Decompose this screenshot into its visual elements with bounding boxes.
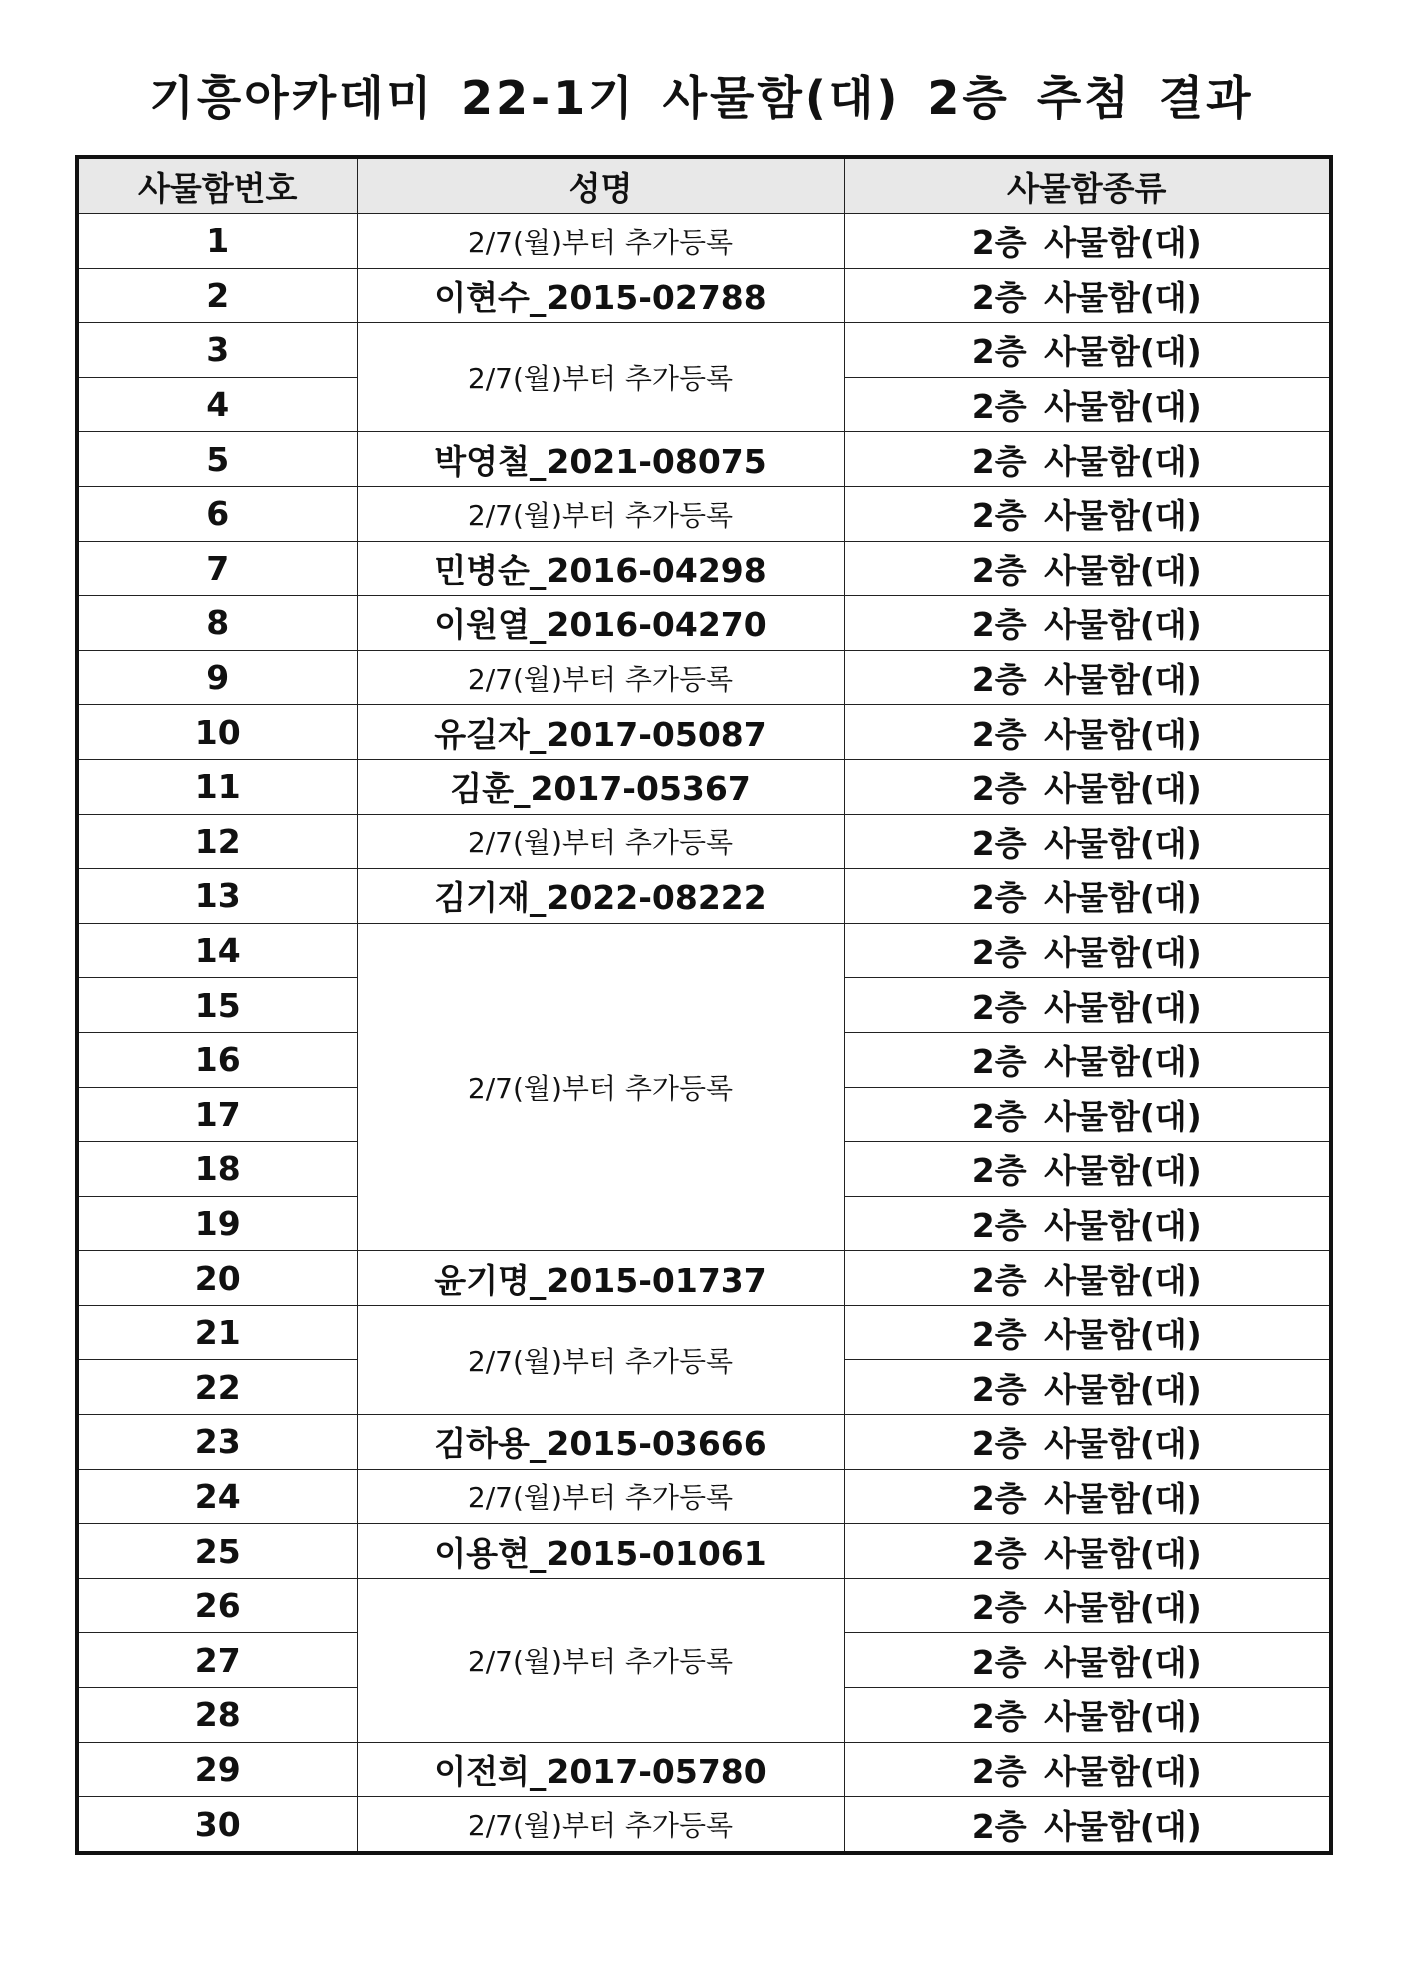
locker-type-cell: 2층 사물함(대) [844,1469,1331,1524]
table-row [77,1578,1331,1633]
locker-type-cell: 2층 사물함(대) [844,214,1331,269]
locker-assignment-table [75,155,1333,1855]
locker-type-cell: 2층 사물함(대) [844,1797,1331,1853]
additional-registration-note: 2/7(월)부터 추가등록 [357,1797,844,1853]
locker-number-cell: 7 [77,541,357,596]
table-row [77,1524,1331,1579]
locker-number-cell: 4 [77,377,357,432]
additional-registration-note: 2/7(월)부터 추가등록 [357,1469,844,1524]
additional-registration-note: 2/7(월)부터 추가등록 [357,650,844,705]
locker-number-cell: 14 [77,923,357,978]
locker-type-cell: 2층 사물함(대) [844,1360,1331,1415]
table-row [77,596,1331,651]
table-row [77,1797,1331,1853]
header-name: 성명 [357,157,844,214]
additional-registration-note: 2/7(월)부터 추가등록 [357,323,844,432]
assignee-name-cell: 김하용_2015-03666 [357,1415,844,1470]
locker-type-cell: 2층 사물함(대) [844,1633,1331,1688]
table-row [77,1305,1331,1360]
locker-number-cell: 8 [77,596,357,651]
locker-number-cell: 17 [77,1087,357,1142]
locker-number-cell: 2 [77,268,357,323]
additional-registration-note: 2/7(월)부터 추가등록 [357,923,844,1251]
table-row [77,323,1331,378]
locker-type-cell: 2층 사물함(대) [844,432,1331,487]
assignee-name-cell: 민병순_2016-04298 [357,541,844,596]
table-row [77,432,1331,487]
table-row [77,705,1331,760]
locker-type-cell: 2층 사물함(대) [844,377,1331,432]
locker-type-cell: 2층 사물함(대) [844,268,1331,323]
table-row [77,1469,1331,1524]
table-row [77,214,1331,269]
locker-type-cell: 2층 사물함(대) [844,978,1331,1033]
assignee-name-cell: 이원열_2016-04270 [357,596,844,651]
locker-type-cell: 2층 사물함(대) [844,1524,1331,1579]
locker-number-cell: 6 [77,486,357,541]
locker-number-cell: 9 [77,650,357,705]
locker-type-cell: 2층 사물함(대) [844,759,1331,814]
locker-number-cell: 20 [77,1251,357,1306]
locker-type-cell: 2층 사물함(대) [844,869,1331,924]
assignee-name-cell: 이전희_2017-05780 [357,1742,844,1797]
locker-number-cell: 27 [77,1633,357,1688]
locker-number-cell: 13 [77,869,357,924]
table-row [77,759,1331,814]
locker-number-cell: 12 [77,814,357,869]
locker-number-cell: 30 [77,1797,357,1853]
assignee-name-cell: 이현수_2015-02788 [357,268,844,323]
table-header-row [77,157,1331,214]
additional-registration-note: 2/7(월)부터 추가등록 [357,486,844,541]
locker-number-cell: 1 [77,214,357,269]
locker-type-cell: 2층 사물함(대) [844,1087,1331,1142]
table-row [77,869,1331,924]
table-row [77,1251,1331,1306]
locker-type-cell: 2층 사물함(대) [844,1251,1331,1306]
locker-number-cell: 26 [77,1578,357,1633]
table-body [77,214,1331,1853]
table-row [77,650,1331,705]
locker-number-cell: 16 [77,1032,357,1087]
locker-number-cell: 19 [77,1196,357,1251]
locker-number-cell: 24 [77,1469,357,1524]
locker-type-cell: 2층 사물함(대) [844,323,1331,378]
assignee-name-cell: 김훈_2017-05367 [357,759,844,814]
header-locker-number: 사물함번호 [77,157,357,214]
locker-type-cell: 2층 사물함(대) [844,1142,1331,1197]
locker-type-cell: 2층 사물함(대) [844,650,1331,705]
locker-number-cell: 15 [77,978,357,1033]
additional-registration-note: 2/7(월)부터 추가등록 [357,1578,844,1742]
locker-number-cell: 5 [77,432,357,487]
locker-number-cell: 25 [77,1524,357,1579]
locker-number-cell: 23 [77,1415,357,1470]
locker-type-cell: 2층 사물함(대) [844,1032,1331,1087]
locker-number-cell: 11 [77,759,357,814]
table-row [77,541,1331,596]
locker-type-cell: 2층 사물함(대) [844,1578,1331,1633]
locker-number-cell: 10 [77,705,357,760]
table-row [77,814,1331,869]
table-row [77,486,1331,541]
table-row [77,923,1331,978]
locker-number-cell: 18 [77,1142,357,1197]
locker-type-cell: 2층 사물함(대) [844,541,1331,596]
locker-type-cell: 2층 사물함(대) [844,1196,1331,1251]
locker-type-cell: 2층 사물함(대) [844,486,1331,541]
additional-registration-note: 2/7(월)부터 추가등록 [357,814,844,869]
table-row [77,268,1331,323]
locker-number-cell: 21 [77,1305,357,1360]
assignee-name-cell: 윤기명_2015-01737 [357,1251,844,1306]
page-title: 기흥아카데미 22-1기 사물함(대) 2층 추첨 결과 [149,71,1254,125]
locker-number-cell: 3 [77,323,357,378]
assignee-name-cell: 이용현_2015-01061 [357,1524,844,1579]
additional-registration-note: 2/7(월)부터 추가등록 [357,214,844,269]
additional-registration-note: 2/7(월)부터 추가등록 [357,1305,844,1414]
locker-type-cell: 2층 사물함(대) [844,596,1331,651]
locker-type-cell: 2층 사물함(대) [844,1688,1331,1743]
locker-type-cell: 2층 사물함(대) [844,1415,1331,1470]
locker-type-cell: 2층 사물함(대) [844,814,1331,869]
locker-type-cell: 2층 사물함(대) [844,1305,1331,1360]
locker-type-cell: 2층 사물함(대) [844,923,1331,978]
table-row [77,1742,1331,1797]
locker-number-cell: 28 [77,1688,357,1743]
locker-number-cell: 29 [77,1742,357,1797]
table-row [77,1415,1331,1470]
assignee-name-cell: 박영철_2021-08075 [357,432,844,487]
locker-type-cell: 2층 사물함(대) [844,705,1331,760]
locker-type-cell: 2층 사물함(대) [844,1742,1331,1797]
assignee-name-cell: 김기재_2022-08222 [357,869,844,924]
locker-number-cell: 22 [77,1360,357,1415]
header-locker-type: 사물함종류 [844,157,1331,214]
assignee-name-cell: 유길자_2017-05087 [357,705,844,760]
